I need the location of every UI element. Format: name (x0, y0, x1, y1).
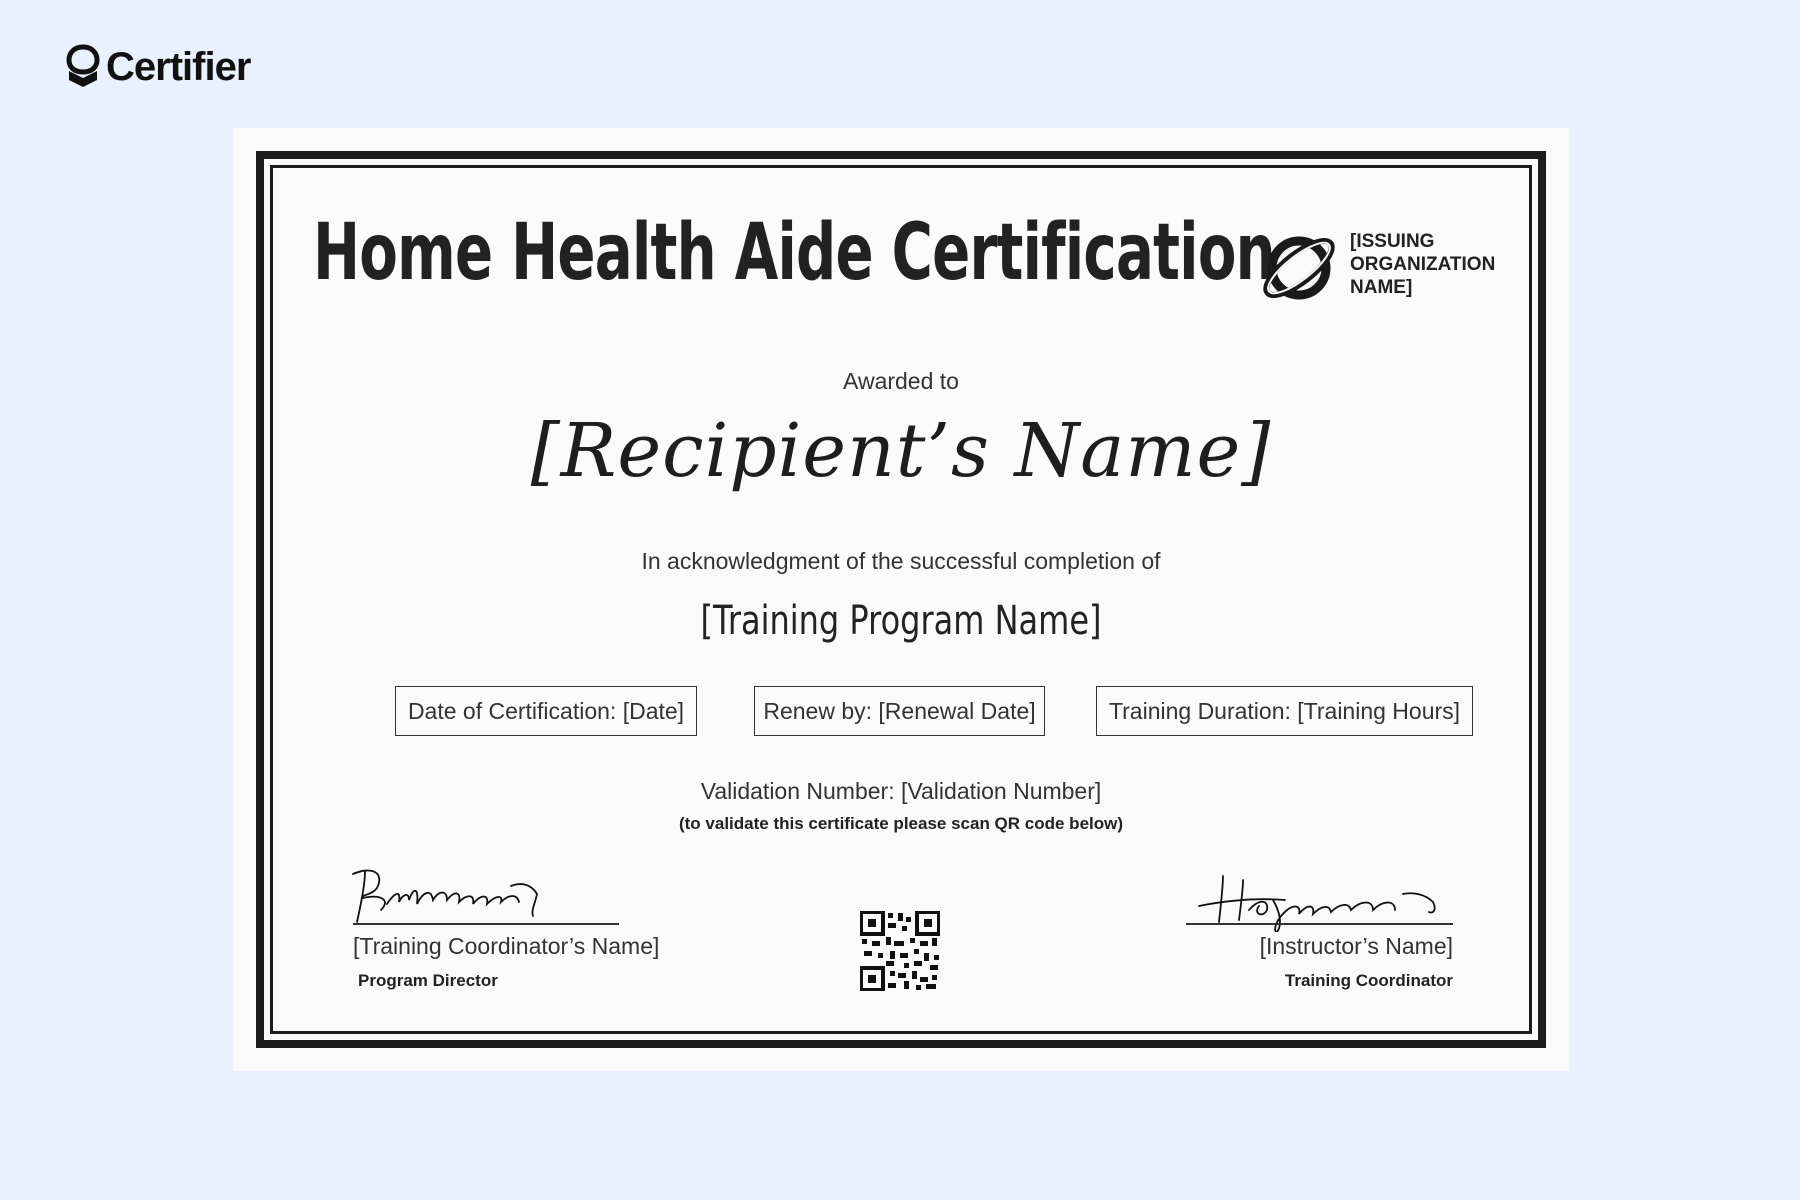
right-signatory-name: [Instructor’s Name] (1259, 933, 1453, 959)
left-signature (351, 864, 623, 926)
left-signature-line (353, 923, 619, 925)
certificate-title: Home Health Aide Certification (313, 208, 1275, 298)
certification-date-box: Date of Certification: [Date] (395, 686, 697, 736)
recipient-name: [Recipient’s Name] (530, 408, 1272, 494)
qr-code-icon (860, 911, 940, 991)
awarded-to-label: Awarded to (843, 368, 959, 394)
right-signatory-role: Training Coordinator (1284, 971, 1453, 990)
left-signatory-role: Program Director (358, 971, 498, 990)
validation-number: Validation Number: [Validation Number] (700, 778, 1102, 804)
brand-name: Certifier (106, 44, 251, 89)
acknowledgment-text: In acknowledgment of the successful completion of (641, 548, 1161, 574)
certificate (233, 128, 1569, 1071)
certifier-logo-icon (66, 44, 100, 90)
orbit-logo-icon (1257, 230, 1341, 304)
organization-name: [ISSUING ORGANIZATION NAME] (1350, 231, 1496, 298)
brand-logo (66, 44, 250, 90)
renewal-date-box: Renew by: [Renewal Date] (754, 686, 1045, 736)
left-signatory-name: [Training Coordinator’s Name] (353, 933, 660, 959)
program-name: [Training Program Name] (700, 598, 1102, 644)
training-duration-box: Training Duration: [Training Hours] (1096, 686, 1473, 736)
validation-note: (to validate this certificate please scan QR code below) (678, 814, 1124, 833)
right-signature-line (1186, 923, 1453, 925)
